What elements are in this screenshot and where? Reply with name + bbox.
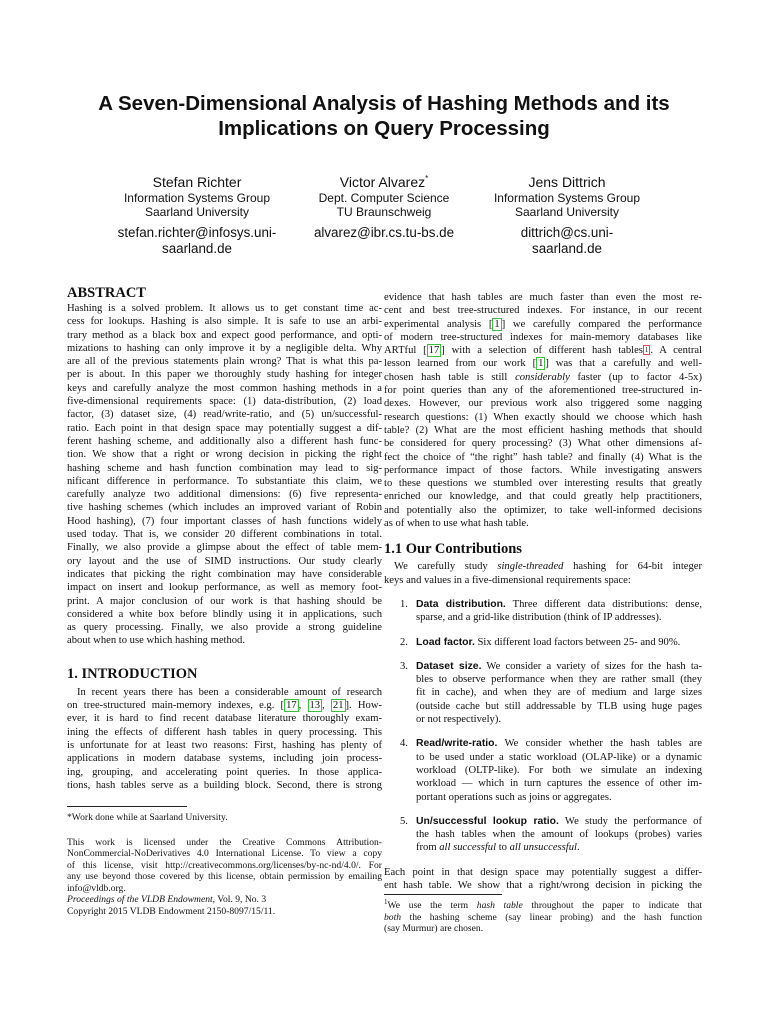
author-name: Jens Dittrich — [528, 174, 606, 190]
citation-link[interactable]: 17 — [428, 345, 440, 357]
author-affiliation: Information Systems Group — [123, 191, 271, 205]
author-block-richter — [97, 174, 297, 257]
list-item: 3. Dataset size. We consider a variety of sizes for the hash ta- bles to observe performance when they are rather small (they fit in cache), and when they are of medium and large sizes (outside cache but still addressable by TLB using huge pages or not respectively). — [400, 660, 703, 726]
citation-link[interactable]: 1 — [538, 358, 544, 370]
author-block-alvarez — [284, 174, 484, 241]
list-item: 5. Un/successful lookup ratio. We study the performance of the hash tables when the amount of lookups (probes) varies from all successful to all unsuccessful. — [400, 815, 702, 854]
author-email[interactable]: stefan.richter@infosys.uni- saarland.de — [117, 225, 277, 256]
list-item: 2. Load factor. Six different load factors between 25- and 90%. — [400, 636, 681, 648]
citation-link[interactable]: 21 — [332, 700, 344, 712]
author-affiliation: Saarland University — [144, 205, 250, 219]
introduction-heading: 1. INTRODUCTION — [67, 665, 198, 682]
author-email[interactable]: dittrich@cs.uni- saarland.de — [520, 225, 614, 256]
contributions-list — [384, 598, 702, 855]
abstract-heading: ABSTRACT — [67, 285, 146, 301]
footnote-rule — [384, 894, 502, 895]
author-email[interactable]: alvarez@ibr.cs.tu-bs.de — [313, 225, 455, 240]
closing-text: Each point in that design space may potentially suggest a differ- ent hash table. We show that a right/wrong decision in picking the — [384, 866, 702, 891]
footnote-area — [67, 806, 382, 917]
author-affiliation: TU Braunschweig — [336, 205, 432, 219]
license-notice: This work is licensed under the Creative Commons Attribution- NonCommercial-NoDerivatives 4.0 International License. To view a copy of this license, visit http://creativecommons.org/licenses/by-nc-nd/4.0/. For any use beyond those covered by this license, obtain permission by emailing info@vldb.org. Proceedings of the VLDB Endowment, Vol. 9, No. 3 Copyright 2015 VLDB Endowment 2150-8097/15/11. — [67, 836, 382, 917]
footnote-link[interactable]: 1 — [644, 346, 649, 355]
author-footnote-mark: * — [425, 174, 429, 183]
paper-title — [40, 91, 728, 141]
work-footnote: *Work done while at Saarland University. — [67, 812, 228, 824]
citation-link[interactable]: 1 — [494, 318, 500, 330]
author-block-dittrich — [467, 174, 667, 257]
author-name: Victor Alvarez* — [339, 174, 429, 190]
author-name: Stefan Richter — [152, 174, 242, 190]
right-column — [384, 291, 702, 935]
citation-link[interactable]: 13 — [309, 700, 321, 712]
contributions-intro: We carefully study single-threaded hashing for 64-bit integer keys and values in a five-dimensional requirements space: — [384, 561, 702, 586]
title-line: A Seven-Dimensional Analysis of Hashing Methods and its — [98, 92, 670, 115]
citation-link[interactable]: 17 — [286, 700, 297, 712]
contributions-heading: 1.1 Our Contributions — [384, 541, 522, 558]
footnote-area-right — [384, 894, 702, 935]
intro-continued-text: evidence that hash tables are much faster than even the most re- cent and best tree-structured indexes. For instance, in our recent experimental analysis [ 1 ] we carefully compared the performance of modern tree-structured indexes for main-memory databases like ARTful [ 17 ] with a selection of different hash tables $^1$ . A central lesson learned from our work [ 1 ] was that a carefully and well- chosen hash table is still considerably faster (up to factor 4-5x) for point queries than any of the aforementioned tree-structured in- dexes. However, our previous work also triggered some nagging research questions: (1) When exactly should we choose which hash table? (2) What are the most efficient hashing methods that should be considered for query processing? (3) What other dimensions af- fect the choice of “the right” hash table? and finally (4) What is the performance impact of those factors. While investigating answers to these questions we stumbled over interesting results that greatly enriched our knowledge, and that could greatly help practitioners, and potentially also the optimizer, to take well-informed decisions as of when to use what hash table. — [384, 292, 702, 530]
list-item: 4. Read/write-ratio. We consider whether the hash tables are to be used under a static workload (OLAP-like) or a dynamic workload (OLTP-like). For both we simulate an indexing workload — which in turn captures the essence of other im- portant operations such as joins or aggregates. — [400, 738, 702, 803]
hash-table-footnote: $^1$We use the term hash table throughout the paper to indicate that both the hashing scheme (say linear probing) and the hash function (say Murmur) are chosen. — [384, 898, 703, 935]
title-line: Implications on Query Processing — [218, 117, 550, 140]
introduction-text: In recent years there has been a considerable amount of research on tree-structured main-memory indexes, e.g. [ 17 , 13 , 21 ]. How- ever, it is hard to find recent database literature thoroughly exam- ining the effects of different hash tables in query processing. This is unfortunate for at least two reasons: First, hashing has plenty of applications in modern database systems, including join process- ing, grouping, and accelerating point queries. In those applica- tions, hash tables serve as a building block. Second, there is strong — [67, 686, 382, 791]
abstract-text: Hashing is a solved problem. It allows us to get constant time ac- cess for lookups. Hashing is also simple. It is safe to use an arbi- trary method as a black box and expect good performance, and opti- mizations to hashing can only improve it by a negligible delta. Why are all of the previous statements plain wrong? That is what this pa- per is about. In this paper we thoroughly study hashing for integer keys and carefully analyze the most common hashing methods in a five-dimensional requirements space: (1) data-distribution, (2) load factor, (3) dataset size, (4) read/write-ratio, and (5) un/successful- ratio. Each point in that design space may potentially suggest a dif- ferent hashing scheme, and additionally also a different hash func- tion. We show that a right or wrong decision in picking the right hashing scheme and hash function combination may lead to sig- nificant difference in performance. To substantiate this claim, we carefully analyze two additional dimensions: (6) five representa- tive hashing schemes (which includes an improved variant of Robin Hood hashing), (7) four important classes of hash functions widely used today. That is, we consider 20 different combinations in total. Finally, we also provide a glimpse about the effect of table mem- ory layout and the use of SIMD instructions. Our study clearly indicates that picking the right combination may have considerable impact on insert and lookup performance, as well as memory foot- print. A major conclusion of our work is that hashing should be considered a white box before blindly using it in applications, such as query processing. Finally, we also provide a strong guideline about when to use which hashing method. — [67, 303, 382, 647]
author-affiliation: Information Systems Group — [493, 191, 641, 205]
left-column — [67, 284, 382, 917]
author-affiliation: Dept. Computer Science — [318, 191, 450, 205]
author-affiliation: Saarland University — [514, 205, 620, 219]
footnote-rule — [67, 806, 187, 807]
list-item: 1. Data distribution. Three different data distributions: dense, sparse, and a grid-like distribution (think of IP addresses). — [400, 598, 703, 624]
